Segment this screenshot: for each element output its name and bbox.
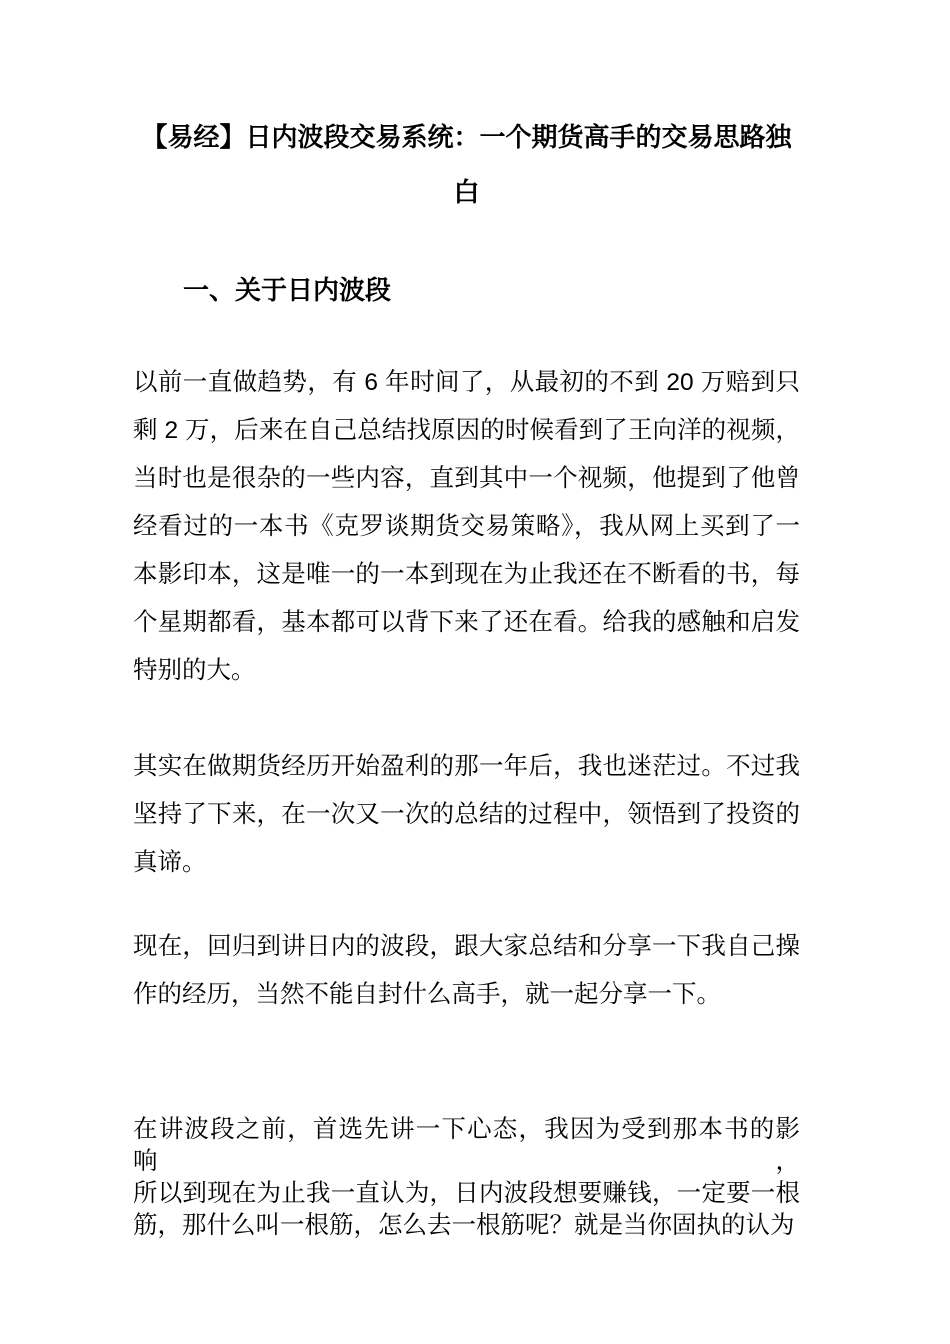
paragraph-line: 当时也是很杂的一些内容，直到其中一个视频，他提到了他曾: [133, 465, 800, 492]
paragraph-line: 剩 2 万，后来在自己总结找原因的时候看到了王向洋的视频，: [133, 417, 800, 444]
document-title: [133, 110, 800, 220]
paragraph-line: 在讲波段之前，首选先讲一下心态，我因为受到那本书的影响，: [133, 1116, 800, 1175]
paragraph-line: 作的经历，当然不能自封什么高手，就一起分享一下。: [133, 981, 721, 1008]
paragraph-line: 以前一直做趋势，有 6 年时间了，从最初的不到 20 万赔到只: [133, 369, 800, 396]
paragraph-line: 经看过的一本书《克罗谈期货交易策略》，我从网上买到了一: [133, 513, 800, 540]
paragraph-2: [133, 743, 800, 887]
paragraph-4: [133, 1114, 800, 1242]
section-heading: 一、关于日内波段: [183, 275, 392, 305]
paragraph-3: [133, 923, 800, 1019]
paragraph-line: 其实在做期货经历开始盈利的那一年后，我也迷茫过。不过我: [133, 753, 800, 780]
paragraph-line: 筋，那什么叫一根筋，怎么去一根筋呢？就是当你固执的认为: [133, 1212, 795, 1239]
paragraph-line: 坚持了下来，在一次又一次的总结的过程中，领悟到了投资的: [133, 801, 800, 828]
title-line-2: 白: [453, 177, 480, 207]
paragraph-line: 所以到现在为止我一直认为，日内波段想要赚钱，一定要一根: [133, 1180, 800, 1207]
title-line-1: 【易经】日内波段交易系统：一个期货高手的交易思路独: [141, 122, 792, 152]
paragraph-line: 真谛。: [133, 849, 207, 876]
paragraph-line: 个星期都看，基本都可以背下来了还在看。给我的感触和启发: [133, 609, 800, 636]
paragraph-line: 现在，回归到讲日内的波段，跟大家总结和分享一下我自己操: [133, 933, 800, 960]
paragraph-line: 本影印本，这是唯一的一本到现在为止我还在不断看的书，每: [133, 561, 800, 588]
paragraph-line: 特别的大。: [133, 657, 256, 684]
paragraph-1: [133, 359, 800, 695]
